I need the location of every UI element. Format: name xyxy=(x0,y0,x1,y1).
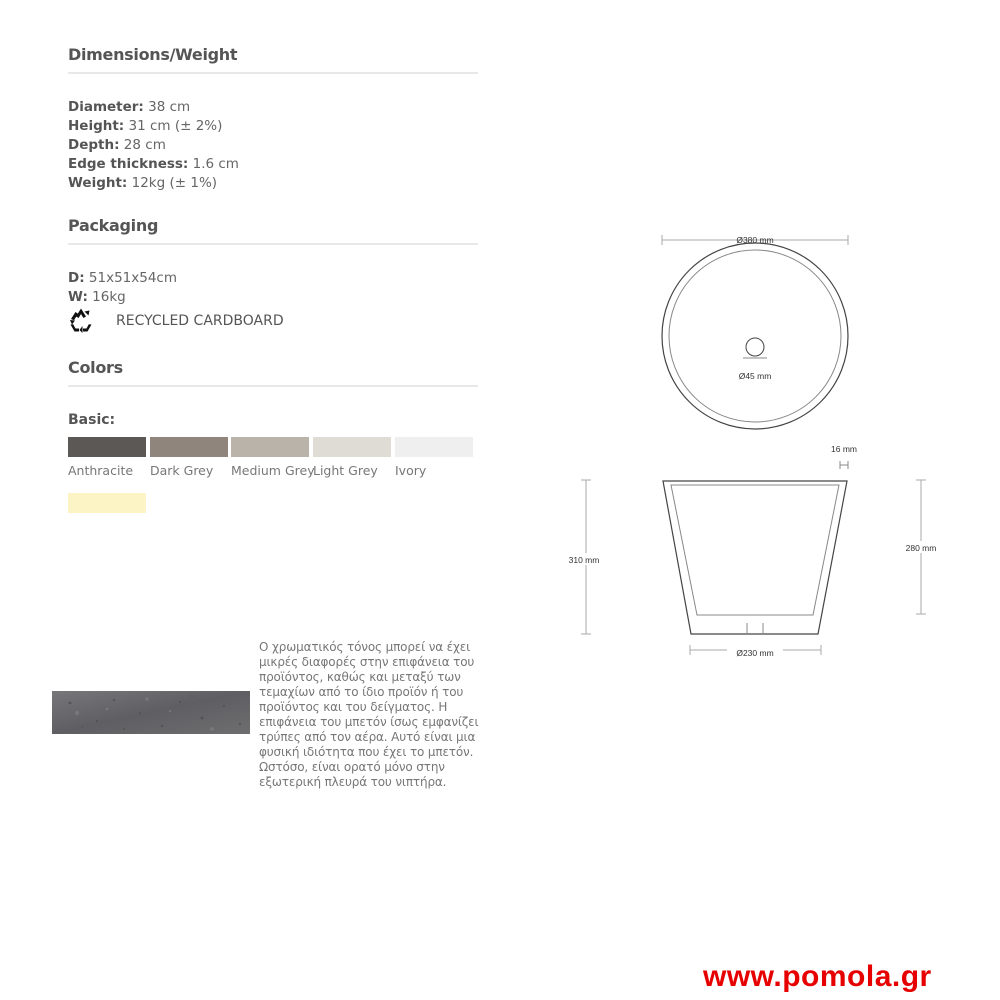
spec-value: 16kg xyxy=(92,289,126,305)
drain-diameter-label: Ø45 mm xyxy=(738,371,772,381)
top-diameter-label: Ø380 mm xyxy=(736,235,774,245)
spec-row-dimensions xyxy=(68,269,177,288)
dimensions-heading: Dimensions/Weight xyxy=(68,45,238,64)
sink-technical-drawing xyxy=(555,225,955,665)
website-link[interactable]: www.pomola.gr xyxy=(703,960,932,993)
side-profile-inner xyxy=(671,485,839,615)
color-swatch-label: Light Grey xyxy=(313,463,378,478)
spec-label: Height: xyxy=(68,118,125,134)
dimensions-spec-list xyxy=(68,98,239,193)
section-divider xyxy=(68,243,478,245)
spec-label: D: xyxy=(68,270,85,286)
packaging-spec-list xyxy=(68,269,177,307)
edge-thickness-label: 16 mm xyxy=(831,444,857,454)
inner-depth-label: 280 mm xyxy=(905,543,937,553)
spec-row-edge-thickness xyxy=(68,155,239,174)
concrete-texture-image xyxy=(52,691,250,734)
spec-row-weight xyxy=(68,174,239,193)
colors-heading: Colors xyxy=(68,358,123,377)
color-swatch-label: Anthracite xyxy=(68,463,134,478)
drain-circle xyxy=(746,338,764,356)
section-divider xyxy=(68,385,478,387)
spec-label: Depth: xyxy=(68,137,120,153)
color-swatch-dark-grey[interactable] xyxy=(150,437,228,457)
spec-value: 51x51x54cm xyxy=(88,270,177,286)
spec-row-depth xyxy=(68,136,239,155)
inner-rim-circle xyxy=(669,250,841,422)
surface-variation-note: Ο χρωματικός τόνος μπορεί να έχει μικρές διαφορές στην επιφάνεια του προϊόντος, καθώς και μεταξύ των τεμαχίων από το ίδιο προϊόν ή του προϊόντος και του δείγματος. Η επιφάνεια του μπετόν ίσως εμφανίζει τρύπες από τον αέρα. Αυτό είναι μια φυσική ιδιότητα που έχει το μπετόν. Ωστόσο, είναι ορατό μόνο στην εξωτερική πλευρά του νιπτήρα. xyxy=(259,640,479,789)
recycled-cardboard-label: RECYCLED CARDBOARD xyxy=(116,313,284,329)
color-swatch-anthracite[interactable] xyxy=(68,437,146,457)
spec-value: 1.6 cm xyxy=(192,156,239,172)
spec-label: Diameter: xyxy=(68,99,144,115)
spec-value: 12kg (± 1%) xyxy=(131,175,218,191)
outer-height-label: 310 mm xyxy=(568,555,600,565)
spec-label: Weight: xyxy=(68,175,128,191)
bottom-diameter-label: Ø230 mm xyxy=(736,648,774,658)
spec-row-height xyxy=(68,117,239,136)
spec-row-diameter xyxy=(68,98,239,117)
spec-value: 38 cm xyxy=(148,99,191,115)
side-profile-outer xyxy=(663,481,847,634)
color-swatch-light-grey[interactable] xyxy=(313,437,391,457)
color-swatch-label: Dark Grey xyxy=(150,463,214,478)
recycle-icon xyxy=(68,307,94,333)
spec-label: Edge thickness: xyxy=(68,156,189,172)
basic-colors-label: Basic: xyxy=(68,412,116,428)
spec-value: 31 cm (± 2%) xyxy=(128,118,223,134)
outer-rim-circle xyxy=(662,243,848,429)
spec-value: 28 cm xyxy=(123,137,166,153)
packaging-heading: Packaging xyxy=(68,216,159,235)
section-divider xyxy=(68,72,478,74)
color-swatch-extra[interactable] xyxy=(68,493,146,513)
color-swatch-ivory[interactable] xyxy=(395,437,473,457)
spec-row-weight xyxy=(68,288,177,307)
spec-label: W: xyxy=(68,289,88,305)
color-swatch-medium-grey[interactable] xyxy=(231,437,309,457)
color-swatch-label: Ivory xyxy=(395,463,427,478)
color-swatch-label: Medium Grey xyxy=(231,463,315,478)
